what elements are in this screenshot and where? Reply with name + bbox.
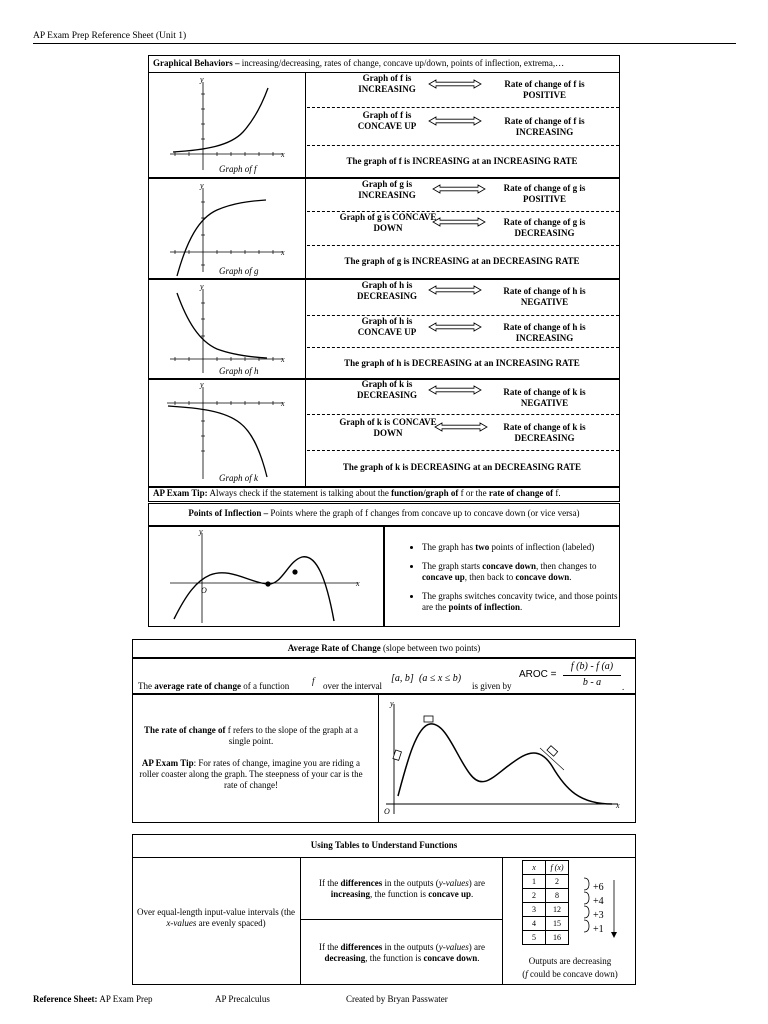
double-arrow-icon bbox=[428, 116, 482, 126]
graph-h-svg bbox=[165, 281, 295, 378]
graph-g-svg bbox=[165, 180, 295, 278]
svg-text:y: y bbox=[200, 381, 204, 389]
graph-g-label: Graph of g bbox=[219, 266, 259, 276]
row-f-stmt1-right: Rate of change of f is POSITIVE bbox=[504, 79, 585, 100]
svg-text:x: x bbox=[281, 355, 285, 364]
row-g-stmt2-right: Rate of change of g is DECREASING bbox=[503, 217, 586, 238]
table-row: 5 16 bbox=[523, 931, 569, 945]
inflection-graph-svg bbox=[160, 527, 380, 625]
table-row: 4 15 bbox=[523, 917, 569, 931]
svg-text:y: y bbox=[199, 527, 203, 536]
row-h-stmt2-left: Graph of h is CONCAVE UP bbox=[357, 316, 417, 337]
tables-note-2: (f could be concave down) bbox=[522, 969, 618, 979]
tables-left-text: Over equal-length input-value intervals (the x-values are evenly spaced) bbox=[137, 907, 295, 928]
row-k-summary: The graph of k is DECREASING at an DECREASING RATE bbox=[342, 462, 582, 472]
row-f-stmt2-left: Graph of f is CONCAVE UP bbox=[357, 110, 417, 131]
table-row: 2 8 bbox=[523, 889, 569, 903]
row-k-stmt2-left: Graph of k is CONCAVE DOWN bbox=[339, 417, 437, 438]
aroc-formula-numerator: f (b) - f (a) bbox=[570, 661, 614, 672]
svg-text:O: O bbox=[201, 586, 207, 595]
double-arrow-icon bbox=[428, 285, 482, 295]
aroc-formula-lhs: AROC = bbox=[519, 669, 557, 680]
table-row: 3 12 bbox=[523, 903, 569, 917]
aroc-definition-interval: over the interval bbox=[323, 681, 382, 691]
function-table: x f (x) 1 2 2 8 3 12 4 15 5 16 bbox=[522, 860, 569, 945]
aroc-exam-tip: AP Exam Tip: For rates of change, imagine you are riding a roller coaster along the graph. The steepness of your car is the rate of change! bbox=[139, 758, 363, 790]
aroc-function-f: f bbox=[312, 676, 315, 686]
double-arrow-icon bbox=[432, 184, 486, 194]
roller-coaster-graph-svg bbox=[380, 696, 634, 821]
graph-f-y-label: y bbox=[200, 75, 204, 84]
aroc-formula-denominator: b - a bbox=[582, 677, 602, 688]
tables-note-1: Outputs are decreasing bbox=[528, 956, 612, 966]
aroc-rate-of-change-text: The rate of change of f refers to the slope of the graph at a single point. bbox=[144, 725, 358, 746]
row-f-stmt2-right: Rate of change of f is INCREASING bbox=[504, 116, 585, 137]
footer-label: Reference Sheet: AP Exam Prep bbox=[33, 994, 153, 1004]
row-g-stmt1-left: Graph of g is INCREASING bbox=[358, 179, 416, 200]
graph-h-label: Graph of h bbox=[219, 366, 259, 376]
graph-f-svg bbox=[165, 74, 295, 176]
row-g-summary: The graph of g is INCREASING at an DECREASING RATE bbox=[344, 256, 580, 266]
aroc-given-by: is given by bbox=[472, 681, 512, 691]
bullet-two-points: • The graph has two points of inflection (labeled) bbox=[422, 542, 618, 553]
svg-text:y: y bbox=[200, 181, 204, 190]
row-k-stmt1-right: Rate of change of k is NEGATIVE bbox=[503, 387, 586, 408]
row-h-summary: The graph of h is DECREASING at an INCREASING RATE bbox=[344, 358, 580, 368]
svg-text:x: x bbox=[616, 801, 620, 810]
double-arrow-icon bbox=[428, 385, 482, 395]
row-k-stmt1-left: Graph of k is DECREASING bbox=[356, 379, 417, 400]
coaster-car-icon bbox=[424, 716, 433, 722]
graph-k-svg bbox=[165, 381, 295, 483]
bullet-concavity: • The graph starts concave down, then changes to concave up, then back to concave down. bbox=[422, 561, 618, 583]
aroc-definition-a: The average rate of change of a function bbox=[138, 681, 290, 691]
tables-concave-down: If the differences in the outputs (y-values) are decreasing, the function is concave down. bbox=[318, 942, 486, 963]
row-h-stmt1-left: Graph of h is DECREASING bbox=[356, 280, 417, 301]
coaster-car-icon bbox=[547, 746, 558, 756]
svg-text:x: x bbox=[281, 248, 285, 257]
svg-text:x: x bbox=[281, 399, 285, 408]
double-arrow-icon bbox=[434, 422, 488, 432]
graph-f-x-label: x bbox=[281, 150, 285, 159]
aroc-inequality: (a ≤ x ≤ b) bbox=[419, 673, 462, 684]
page-header-title: AP Exam Prep Reference Sheet (Unit 1) bbox=[33, 31, 187, 41]
footer-author: Created by Bryan Passwater bbox=[346, 994, 448, 1004]
aroc-interval: [a, b] bbox=[391, 673, 414, 684]
differences-list: +6 +4 +3 +1 bbox=[593, 882, 604, 935]
svg-text:y: y bbox=[390, 699, 394, 708]
double-arrow-icon bbox=[428, 322, 482, 332]
row-k-stmt2-right: Rate of change of k is DECREASING bbox=[503, 422, 586, 443]
graphical-exam-tip: AP Exam Tip: Always check if the statement is talking about the function/graph of f or the rate of change of f. bbox=[153, 488, 561, 498]
tables-title: Using Tables to Understand Functions bbox=[310, 840, 458, 850]
double-arrow-icon bbox=[428, 79, 482, 89]
aroc-title: Average Rate of Change (slope between two points) bbox=[287, 643, 481, 653]
footer-course: AP Precalculus bbox=[215, 994, 270, 1004]
row-f-summary: The graph of f is INCREASING at an INCREASING RATE bbox=[346, 156, 578, 166]
tables-concave-up: If the differences in the outputs (y-values) are increasing, the function is concave up. bbox=[318, 878, 486, 899]
bullet-switch: • The graphs switches concavity twice, and those points are the points of inflection. bbox=[422, 591, 618, 613]
inflection-bullets bbox=[404, 542, 618, 621]
header-rule bbox=[33, 43, 736, 44]
svg-text:y: y bbox=[200, 282, 204, 291]
graphical-behaviors-title: Graphical Behaviors – increasing/decreasing, rates of change, concave up/down, points of inflection, extrema,… bbox=[153, 58, 565, 68]
row-g-stmt1-right: Rate of change of g is POSITIVE bbox=[503, 183, 586, 204]
double-arrow-icon bbox=[432, 217, 486, 227]
inflection-point-1 bbox=[265, 581, 270, 586]
row-f-stmt1-left: Graph of f is INCREASING bbox=[358, 73, 416, 94]
inflection-point-2 bbox=[292, 569, 297, 574]
aroc-formula-end: . bbox=[622, 682, 625, 692]
row-g-stmt2-left: Graph of g is CONCAVE DOWN bbox=[339, 212, 437, 233]
svg-text:O: O bbox=[384, 807, 390, 816]
row-h-stmt2-right: Rate of change of h is INCREASING bbox=[503, 322, 586, 343]
table-row: 1 2 bbox=[523, 875, 569, 889]
row-h-stmt1-right: Rate of change of h is NEGATIVE bbox=[503, 286, 586, 307]
graph-k-label: Graph of k bbox=[219, 473, 258, 483]
inflection-title: Points of Inflection – Points where the graph of f changes from concave up to concave down (or vice versa) bbox=[188, 508, 580, 518]
graph-f-label: Graph of f bbox=[219, 164, 257, 174]
svg-text:x: x bbox=[356, 579, 360, 588]
